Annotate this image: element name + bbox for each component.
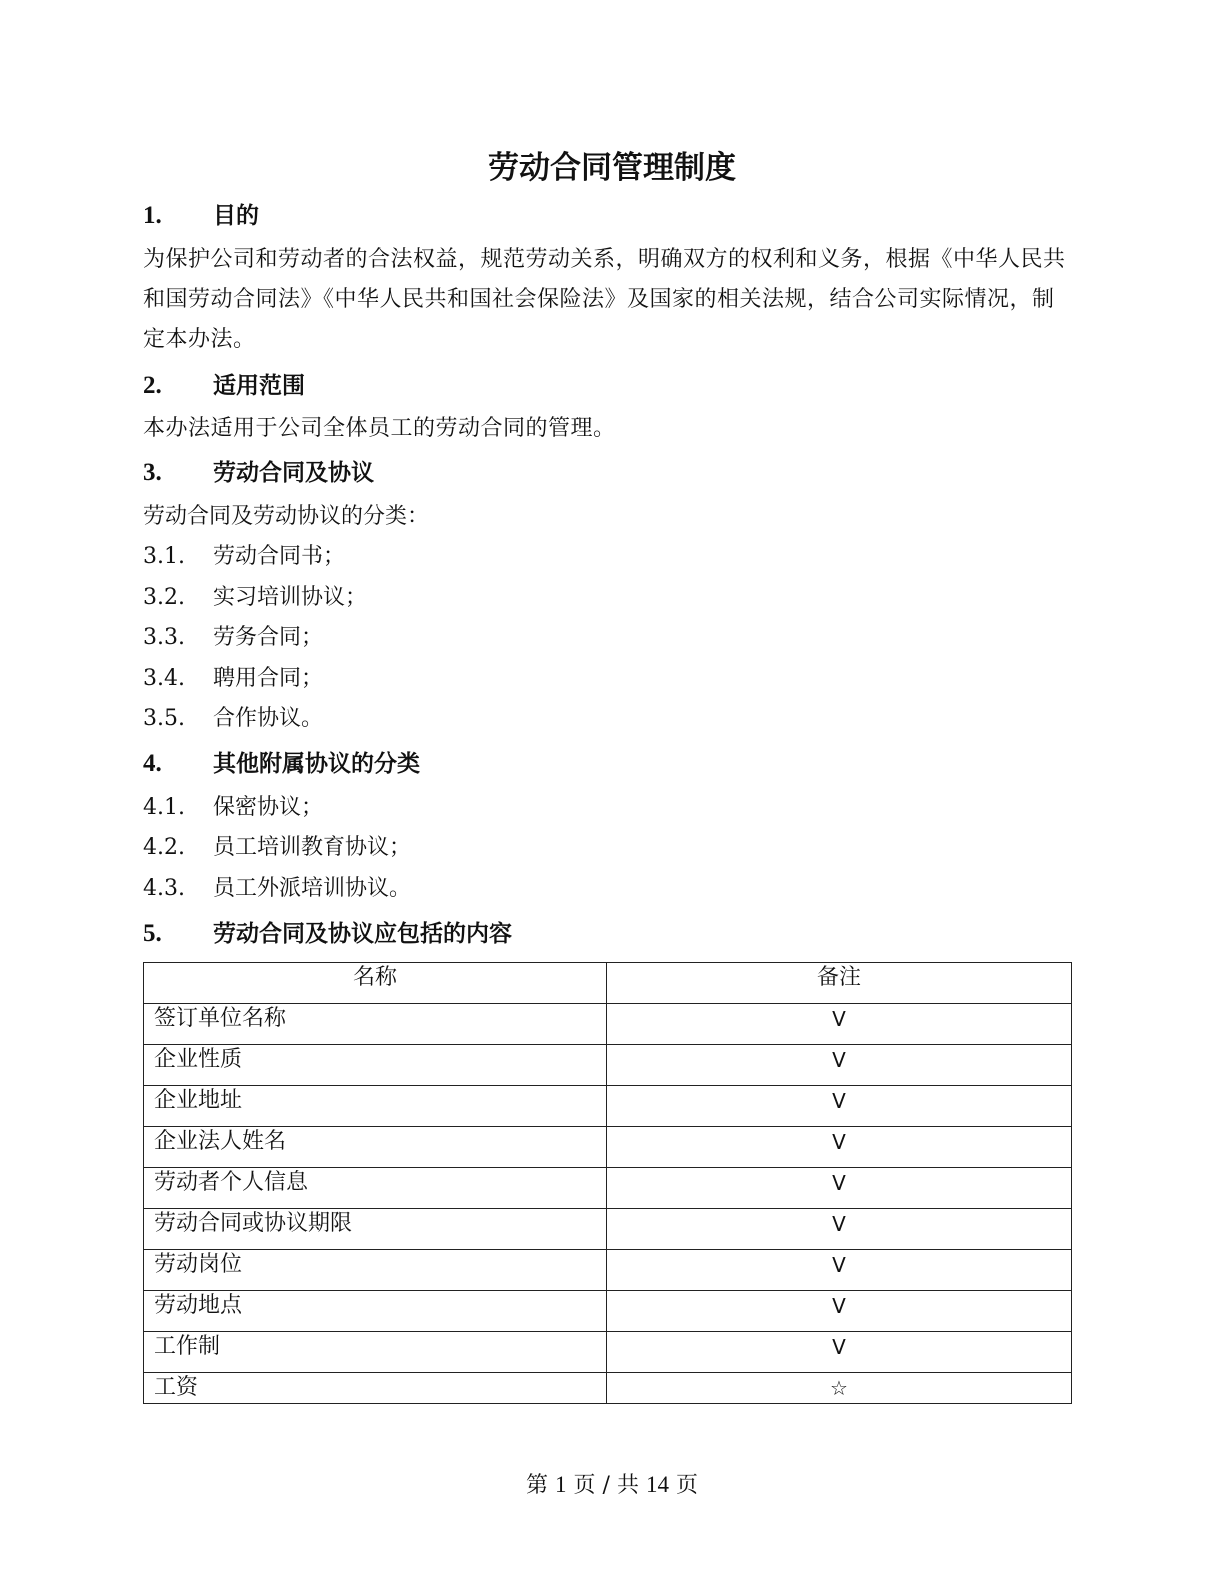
table-cell-name: 企业性质 <box>144 1045 607 1086</box>
table-cell-remark: V <box>607 1127 1072 1168</box>
table-row <box>144 1168 1072 1209</box>
table-header-row <box>144 963 1072 1004</box>
list-item <box>143 832 411 864</box>
list-item <box>143 873 411 905</box>
section-title: 其他附属协议的分类 <box>213 750 420 777</box>
list-item-text: 劳动合同书； <box>213 544 346 569</box>
table-row <box>144 1004 1072 1045</box>
table-cell-name: 劳动者个人信息 <box>144 1168 607 1209</box>
section-3-intro: 劳动合同及劳动协议的分类： <box>143 504 430 529</box>
section-number: 1. <box>143 202 162 229</box>
table-cell-remark: V <box>607 1045 1072 1086</box>
page-footer <box>0 1468 1224 1499</box>
page-title: 劳动合同管理制度 <box>488 150 736 186</box>
contract-content-table <box>143 962 1072 1404</box>
footer-suffix: 页 <box>675 1473 698 1498</box>
list-item-text: 实习培训协议； <box>213 585 368 610</box>
section-heading-1 <box>143 200 259 232</box>
table-cell-remark: V <box>607 1332 1072 1373</box>
list-item-number: 4.2. <box>143 835 185 860</box>
section-number: 4. <box>143 750 162 777</box>
list-item-text: 员工外派培训协议。 <box>213 876 412 901</box>
section-number: 3. <box>143 459 162 486</box>
table-row <box>144 1045 1072 1086</box>
list-item-number: 3.1. <box>143 544 185 569</box>
list-item-text: 员工培训教育协议； <box>213 835 412 860</box>
table-cell-remark: V <box>607 1004 1072 1045</box>
section-title: 劳动合同及协议应包括的内容 <box>213 920 512 947</box>
section-heading-4 <box>143 748 420 780</box>
list-item-number: 4.1. <box>143 795 185 820</box>
table-cell-name: 劳动合同或协议期限 <box>144 1209 607 1250</box>
table-cell-name: 工作制 <box>144 1332 607 1373</box>
section-number: 2. <box>143 372 162 399</box>
list-item-text: 劳务合同； <box>213 625 324 650</box>
section-1-body: 为保护公司和劳动者的合法权益，规范劳动关系，明确双方的权利和义务，根据《中华人民共和国劳动合同法》《中华人民共和国社会保险法》及国家的相关法规，结合公司实际情况，制定本办法。 <box>143 247 1066 352</box>
section-heading-3 <box>143 457 374 489</box>
table-cell-remark: ☆ <box>607 1373 1072 1404</box>
table-cell-name: 劳动地点 <box>144 1291 607 1332</box>
page-number: 1 <box>555 1472 567 1497</box>
table-header-name: 名称 <box>144 963 607 1004</box>
table-cell-remark: V <box>607 1086 1072 1127</box>
list-item-text: 合作协议。 <box>213 706 324 731</box>
footer-middle: 页 / 共 <box>573 1473 639 1498</box>
list-item <box>143 703 323 735</box>
table-row <box>144 1086 1072 1127</box>
section-2-body: 本办法适用于公司全体员工的劳动合同的管理。 <box>143 416 616 441</box>
table-cell-remark: V <box>607 1291 1072 1332</box>
table-cell-remark: V <box>607 1209 1072 1250</box>
section-title: 劳动合同及协议 <box>213 459 374 486</box>
list-item-number: 4.3. <box>143 876 185 901</box>
list-item-number: 3.5. <box>143 706 185 731</box>
table-header-remark: 备注 <box>607 963 1072 1004</box>
list-item-number: 3.2. <box>143 585 185 610</box>
list-item <box>143 622 323 654</box>
table-cell-remark: V <box>607 1168 1072 1209</box>
table-row <box>144 1291 1072 1332</box>
list-item <box>143 792 323 824</box>
section-title: 目的 <box>213 202 259 229</box>
table-cell-name: 企业地址 <box>144 1086 607 1127</box>
list-item-number: 3.4. <box>143 666 185 691</box>
table-cell-name: 签订单位名称 <box>144 1004 607 1045</box>
list-item-text: 保密协议； <box>213 795 324 820</box>
list-item-text: 聘用合同； <box>213 666 324 691</box>
list-item <box>143 582 367 614</box>
table-cell-name: 企业法人姓名 <box>144 1127 607 1168</box>
section-heading-2 <box>143 370 305 402</box>
table-cell-name: 工资 <box>144 1373 607 1404</box>
table-cell-name: 劳动岗位 <box>144 1250 607 1291</box>
table-row <box>144 1209 1072 1250</box>
total-pages: 14 <box>645 1472 669 1497</box>
section-title: 适用范围 <box>213 372 305 399</box>
list-item-number: 3.3. <box>143 625 185 650</box>
table-row <box>144 1332 1072 1373</box>
section-number: 5. <box>143 920 162 947</box>
table-row <box>144 1373 1072 1404</box>
list-item <box>143 541 345 573</box>
section-heading-5 <box>143 918 512 950</box>
table-row <box>144 1250 1072 1291</box>
table-row <box>144 1127 1072 1168</box>
list-item <box>143 663 323 695</box>
footer-prefix: 第 <box>526 1473 549 1498</box>
table-cell-remark: V <box>607 1250 1072 1291</box>
